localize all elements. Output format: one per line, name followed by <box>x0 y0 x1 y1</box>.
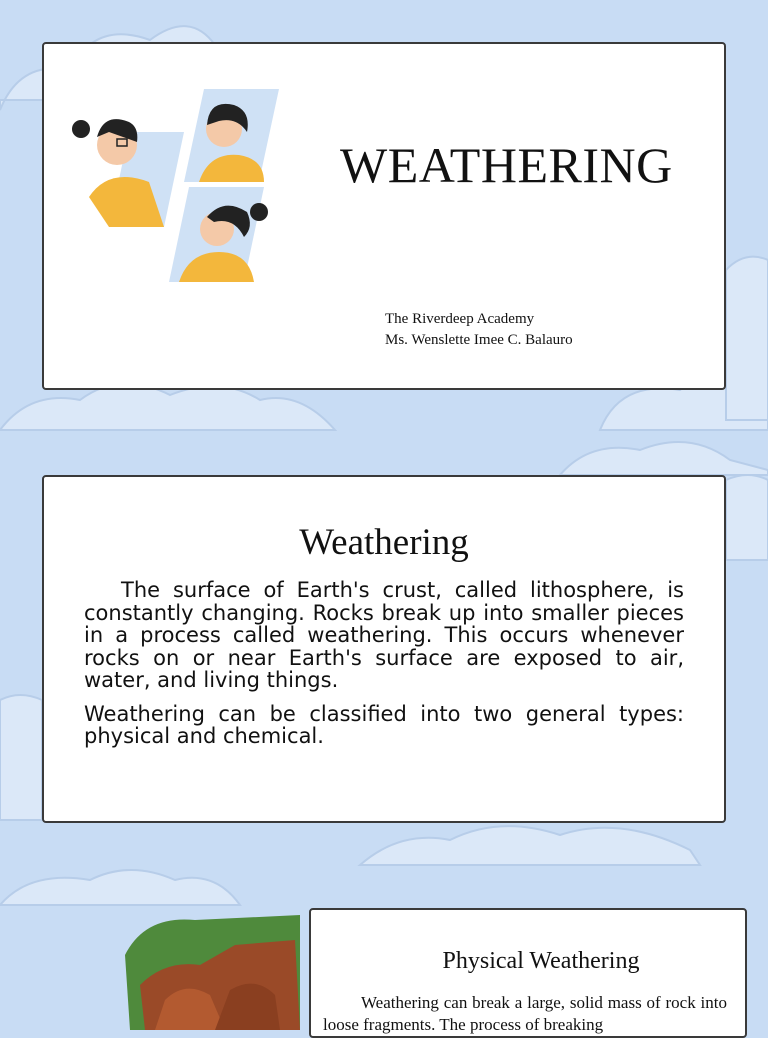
school-name: The Riverdeep Academy <box>385 311 535 327</box>
paragraph: Weathering can be classified into two general types: physical and chemical. <box>84 701 684 748</box>
physical-weathering-slide <box>309 908 747 1038</box>
slide-body: Weathering can break a large, solid mass of rock into loose fragments. The process of breaking <box>323 993 727 1034</box>
presentation-title: WEATHERING <box>340 137 673 193</box>
teacher-name: Ms. Wenslette Imee C. Balauro <box>385 332 573 348</box>
slide-title: Weathering <box>299 522 469 563</box>
cliff-illustration <box>105 915 300 1030</box>
weathering-slide <box>42 475 726 823</box>
slide-body <box>84 579 684 759</box>
slide-title: Physical Weathering <box>442 948 640 974</box>
title-slide <box>42 42 726 390</box>
people-illustration <box>69 87 289 287</box>
credits <box>385 309 573 351</box>
paragraph: The surface of Earth's crust, called lithosphere, is constantly changing. Rocks break up into smaller pieces in a process called weathering. This occurs whenever rocks on or near Earth's surface are exposed to air, water, and living things. <box>84 578 684 692</box>
